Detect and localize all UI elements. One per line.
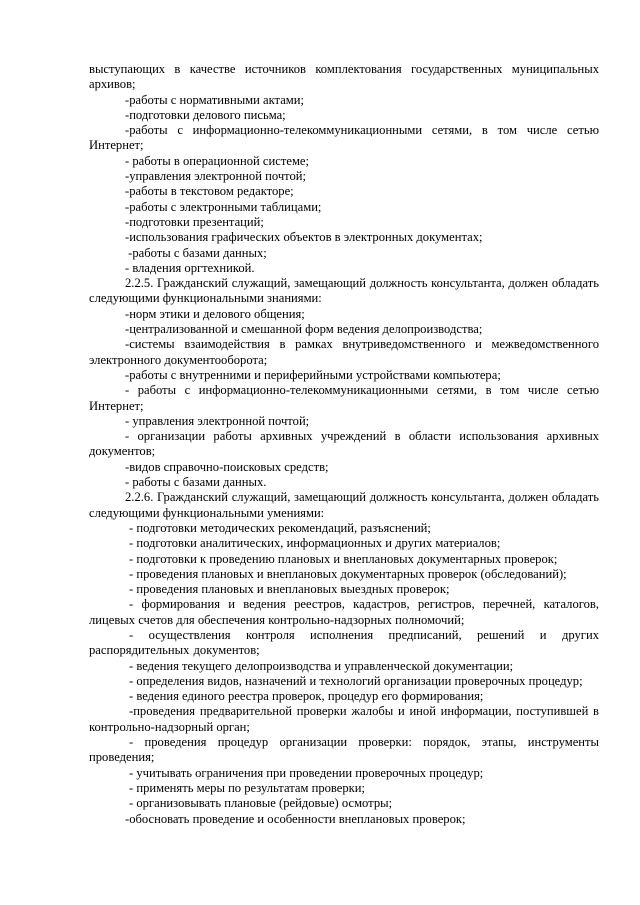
list-item: - подготовки методических рекомендаций, разъяснений; — [129, 520, 431, 535]
list-item: - владения оргтехникой. — [125, 260, 255, 275]
list-item: -работы с базами данных; — [125, 245, 267, 260]
list-item: - работы с информационно-телекоммуникационными сетями, в том числе сетью Интернет; — [89, 383, 599, 413]
list-item: - организовывать плановые (рейдовые) осмотры; — [129, 796, 393, 811]
list-item: - осуществления контроля исполнения предписаний, решений и других распорядительных документов; — [89, 627, 599, 658]
list-item: - ведения единого реестра проверок, процедур его формирования; — [129, 689, 484, 704]
list-item: -подготовки делового письма; — [125, 107, 286, 122]
list-item: - проведения плановых и внеплановых выездных проверок; — [129, 582, 450, 597]
list-item: -работы в текстовом редакторе; — [125, 184, 294, 199]
list-item: - проведения процедур организации проверки: порядок, этапы, инструменты проведения; — [89, 735, 599, 765]
list-item: - учитывать ограничения при проведении проверочных процедур; — [129, 765, 484, 780]
paragraph: выступающих в качестве источников комплектования государственных муниципальных архивов; — [89, 62, 599, 92]
list-item: -работы с электронными таблицами; — [125, 199, 322, 214]
list-item: - подготовки к проведению плановых и внеплановых документарных проверок; — [129, 551, 558, 566]
list-item: -проведения предварительной проверки жалобы и иной информации, поступившей в контрольно-надзорный орган; — [89, 704, 599, 734]
list-item: -работы с информационно-телекоммуникационными сетями, в том числе сетью Интернет; — [89, 123, 599, 153]
list-item: - формирования и ведения реестров, кадастров, регистров, перечней, каталогов, лицевых счетов для обеспечения контрольно-надзорных полномочий; — [89, 597, 599, 627]
list-item: -обосновать проведение и особенности внеплановых проверок; — [125, 811, 466, 826]
list-item: -централизованной и смешанной форм ведения делопроизводства; — [125, 322, 483, 337]
list-item: - применять меры по результатам проверки; — [129, 780, 366, 795]
list-item: -системы взаимодействия в рамках внутриведомственного и межведомственного электронного документооборота; — [89, 337, 599, 367]
list-item: - определения видов, назначений и технологий организации проверочных процедур; — [129, 673, 583, 688]
list-item: - организации работы архивных учреждений в области использования архивных документов; — [89, 429, 599, 459]
list-item: - подготовки аналитических, информационных и других материалов; — [129, 536, 501, 551]
list-item: - работы с базами данных. — [125, 475, 267, 490]
section-heading-2-2-5: 2.2.5. Гражданский служащий, замещающий должность консультанта, должен обладать следующими функциональными знаниями: — [89, 276, 599, 306]
section-heading-2-2-6: 2.2.6. Гражданский служащий, замещающий должность консультанта, должен обладать следующими функциональными умениями: — [89, 490, 599, 520]
list-item: -управления электронной почтой; — [125, 169, 307, 184]
list-item: -подготовки презентаций; — [125, 214, 264, 229]
document-body — [89, 62, 599, 827]
list-item: - ведения текущего делопроизводства и управленческой документации; — [129, 658, 514, 673]
list-item: -использования графических объектов в электронных документах; — [125, 230, 483, 245]
list-item: - управления электронной почтой; — [125, 413, 310, 428]
list-item: - проведения плановых и внеплановых документарных проверок (обследований); — [129, 566, 567, 581]
list-item: -норм этики и делового общения; — [125, 306, 305, 321]
list-item: -видов справочно-поисковых средств; — [125, 459, 329, 474]
list-item: -работы с внутренними и периферийными устройствами компьютера; — [125, 367, 501, 382]
list-item: -работы с нормативными актами; — [125, 92, 305, 107]
list-item: - работы в операционной системе; — [125, 153, 309, 168]
